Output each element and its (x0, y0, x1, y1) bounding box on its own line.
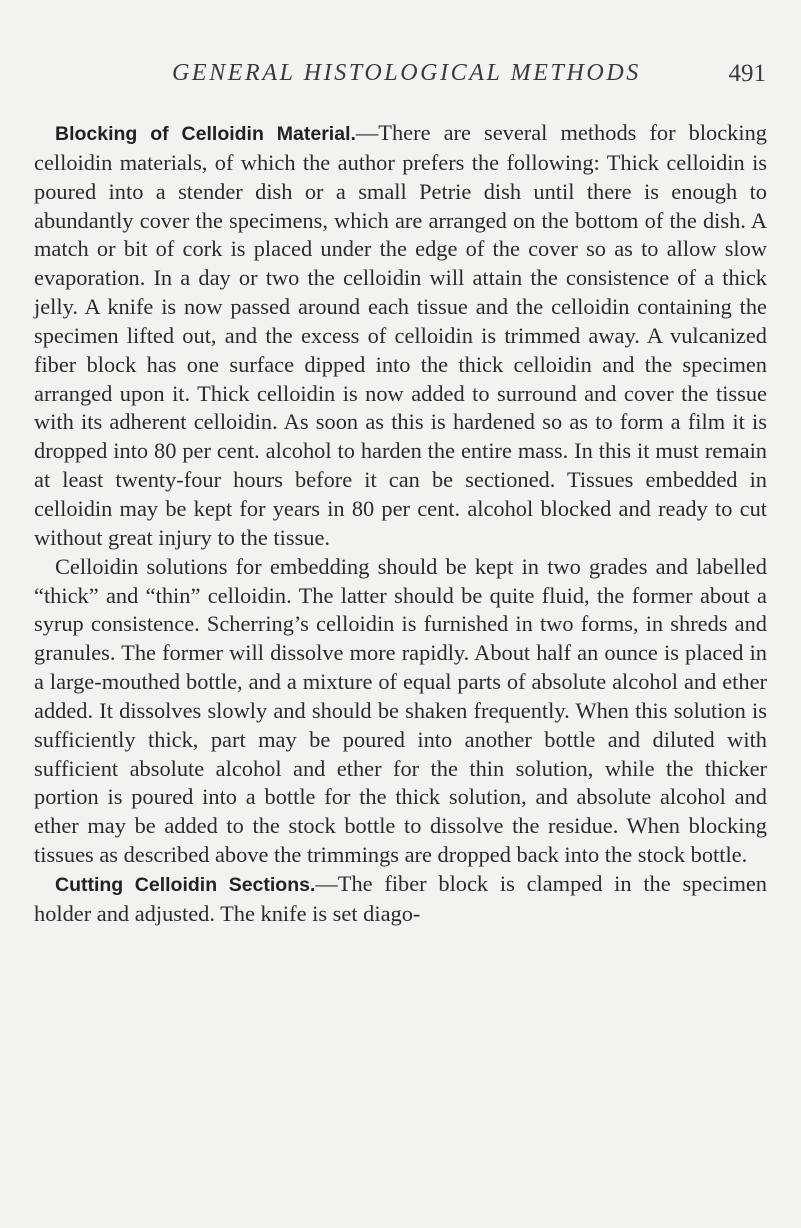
paragraph-text: —There are several methods for blocking celloidin materials, of which the author prefers the following: Thick celloidin is poured into a stender dish or a small Petrie dish until there is enough to abundantly cover the specimens, which are arranged on the bottom of the dish. A match or bit of cork is placed under the edge of the cover so as to allow slow evaporation. In a day or two the celloidin will attain the consistence of a thick jelly. A knife is now passed around each tissue and the celloidin containing the specimen lifted out, and the excess of celloidin is trimmed away. A vulcanized fiber block has one surface dipped into the thick celloidin and the specimen arranged upon it. Thick celloidin is now added to surround and cover the tissue with its adherent celloidin. As soon as this is hardened so as to form a film it is dropped into 80 per cent. alcohol to harden the entire mass. In this it must remain at least twenty-four hours before it can be sectioned. Tissues embedded in celloidin may be kept for years in 80 per cent. alcohol blocked and ready to cut without great injury to the tissue. (34, 120, 767, 550)
paragraph-text: Celloidin solutions for embedding should be kept in two grades and labelled “thick” and “thin” celloidin. The latter should be quite fluid, the former about a syrup consistence. Scherring’s celloidin is furnished in two forms, in shreds and granules. The former will dissolve more rapidly. About half an ounce is placed in a large-mouthed bottle, and a mixture of equal parts of absolute alcohol and ether added. It dissolves slowly and should be shaken frequently. When this solution is sufficiently thick, part may be poured into another bottle and diluted with sufficient absolute alcohol and ether for the thin solution, while the thicker portion is poured into a bottle for the thick solution, and absolute alcohol and ether may be added to the stock bottle to dissolve the residue. When blocking tissues as described above the trimmings are dropped back into the stock bottle. (34, 553, 767, 868)
section-heading-cutting-celloidin: Cutting Celloidin Sections. (55, 873, 316, 896)
section-heading-blocking-celloidin: Blocking of Celloidin Material. (55, 123, 356, 145)
paragraph-text: —The fiber block is clamped in the specimen holder and adjusted. The knife is set diago- (34, 870, 767, 926)
page-number: 491 (728, 60, 766, 87)
running-head-title: GENERAL HISTOLOGICAL METHODS (172, 60, 641, 86)
running-head (0, 60, 801, 96)
body-text (34, 119, 767, 929)
paragraph-blocking-celloidin (34, 119, 767, 553)
paragraph-cutting-celloidin (34, 870, 767, 929)
paragraph-celloidin-solutions (34, 553, 767, 870)
